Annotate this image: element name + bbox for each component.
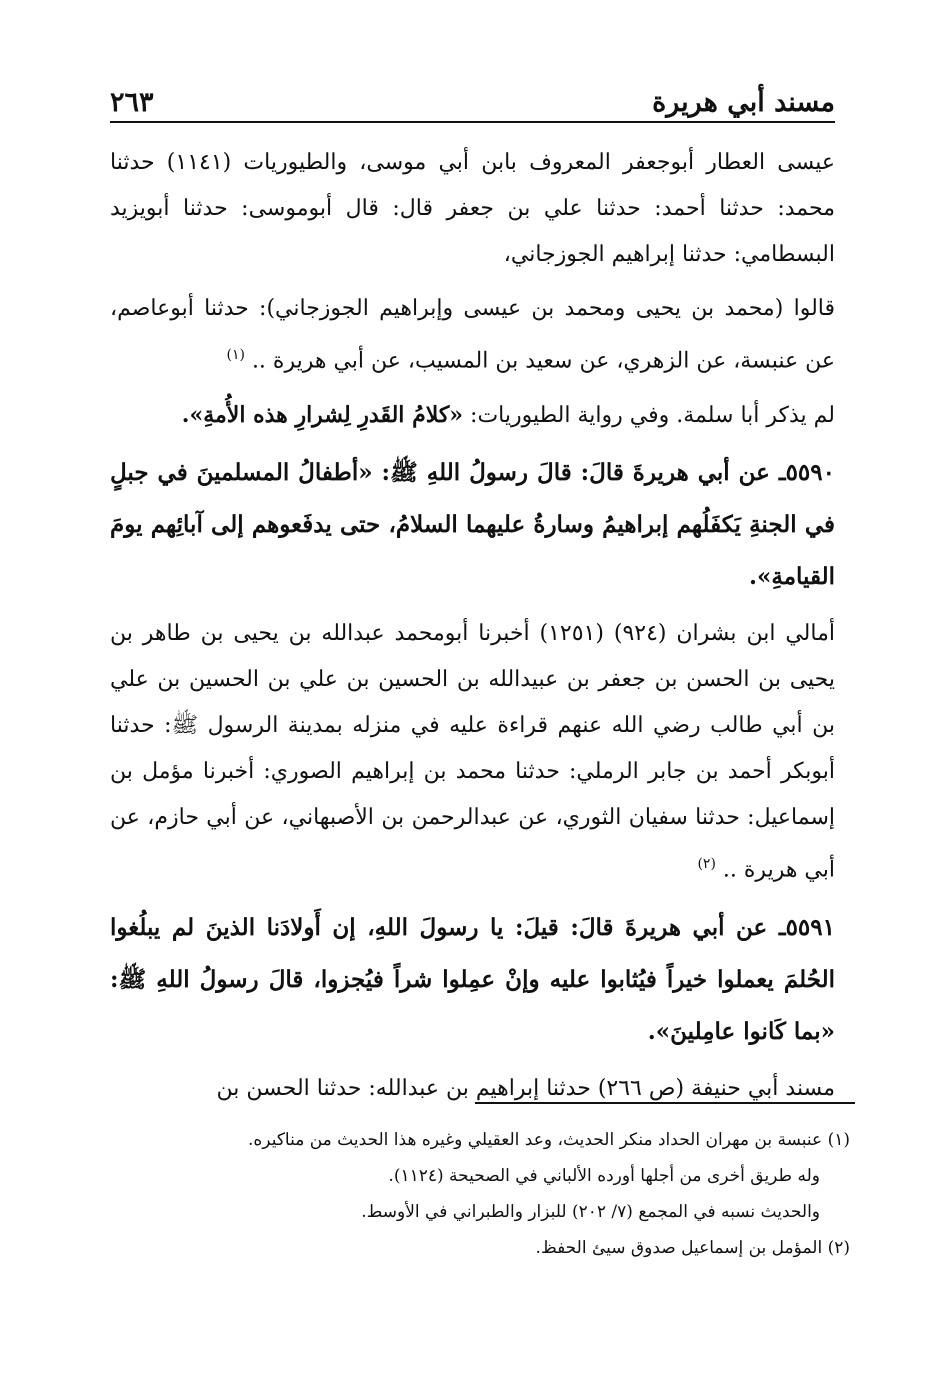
paragraph-text: لم يذكر أبا سلمة. وفي رواية الطيوريات:	[463, 403, 835, 429]
hadith-number: ٥٥٩٠ـ	[778, 459, 835, 487]
hadith-5590	[110, 447, 835, 603]
paragraph	[110, 611, 835, 893]
paragraph	[110, 1066, 835, 1112]
page-number: ٢٦٣	[110, 87, 154, 118]
footnote-divider	[475, 1102, 855, 1104]
hadith-number: ٥٥٩١ـ	[778, 913, 835, 941]
paragraph-text: قالوا (محمد بن يحيى ومحمد بن عيسى وإبراهيم الجوزجاني): حدثنا أبوعاصم، عن عنبسة، عن الزهري، عن سعيد بن المسيب، عن أبي هريرة ..	[110, 296, 835, 374]
hadith-text: عن أبي هريرةَ قالَ: قالَ رسولُ اللهِ ﷺ: «أطفالُ المسلمينَ في جبلٍ في الجنةِ يَكفَلُهم إبراهيمُ وسارةُ عليهما السلامُ، حتى يدفَعوهم إلى آبائِهم يومَ القيامةِ».	[110, 459, 835, 591]
footnote-1-continued: والحديث نسبه في المجمع (٧/ ٢٠٢) للبزار والطبراني في الأوسط.	[361, 1202, 820, 1222]
main-text	[110, 140, 835, 1120]
paragraph-text: عيسى العطار أبوجعفر المعروف بابن أبي موسى، والطيوريات (١١٤١) حدثنا محمد: حدثنا أحمد: حدثنا علي بن جعفر قال: قال أبوموسى: حدثنا أبويزيد البسطامي: حدثنا إبراهيم الجوزجاني،	[110, 150, 835, 267]
paragraph	[110, 286, 835, 384]
hadith-text: عن أبي هريرةَ قالَ: قيلَ: يا رسولَ اللهِ، إن أَولادَنا الذينَ لم يبلُغوا الحُلمَ يعملوا خيراً فيُثابوا عليه وإنْ عمِلوا شراً فيُجزوا، قالَ رسولُ اللهِ ﷺ: «بما كَانوا عامِلينَ».	[110, 913, 835, 1045]
footnotes	[110, 1122, 850, 1266]
paragraph-text: مسند أبي حنيفة (ص ٢٦٦) حدثنا إبراهيم بن عبدالله: حدثنا الحسن بن	[216, 1075, 835, 1101]
footnote-1-continued: وله طريق أخرى من أجلها أورده الألباني في الصحيحة (١١٢٤).	[388, 1166, 820, 1186]
footnote-1: (١) عنبسة بن مهران الحداد منكر الحديث، وعد العقيلي وغيره هذا الحديث من مناكيره.	[248, 1130, 850, 1150]
footnote-marker: (١)	[226, 347, 245, 363]
page-header	[110, 74, 835, 118]
footnote-marker: (٢)	[697, 856, 716, 873]
paragraph	[110, 392, 835, 439]
quoted-text: «كلامُ القَدرِ لِشرارِ هذه الأُمةِ».	[181, 402, 464, 429]
hadith-5591	[110, 902, 835, 1058]
paragraph-text: أمالي ابن بشران (٩٢٤) (١٢٥١) أخبرنا أبومحمد عبدالله بن يحيى بن طاهر بن يحيى بن الحسن بن جعفر بن عبيدالله بن الحسين بن علي بن الحسين بن علي بن أبي طالب رضي الله عنهم قراءة عليه في منزله بمدينة الرسول ﷺ: حدثنا أبوبكر أحمد بن جابر الرملي: حدثنا محمد بن إبراهيم الصوري: أخبرنا مؤمل بن إسماعيل: حدثنا سفيان الثوري، عن عبدالرحمن بن الأصبهاني، عن أبي حازم، عن أبي هريرة ..	[110, 621, 835, 883]
header-divider	[110, 121, 835, 123]
footnote-2: (٢) المؤمل بن إسماعيل صدوق سيئ الحفظ.	[535, 1238, 850, 1258]
paragraph	[110, 140, 835, 278]
running-title: مسند أبي هريرة	[652, 87, 835, 118]
